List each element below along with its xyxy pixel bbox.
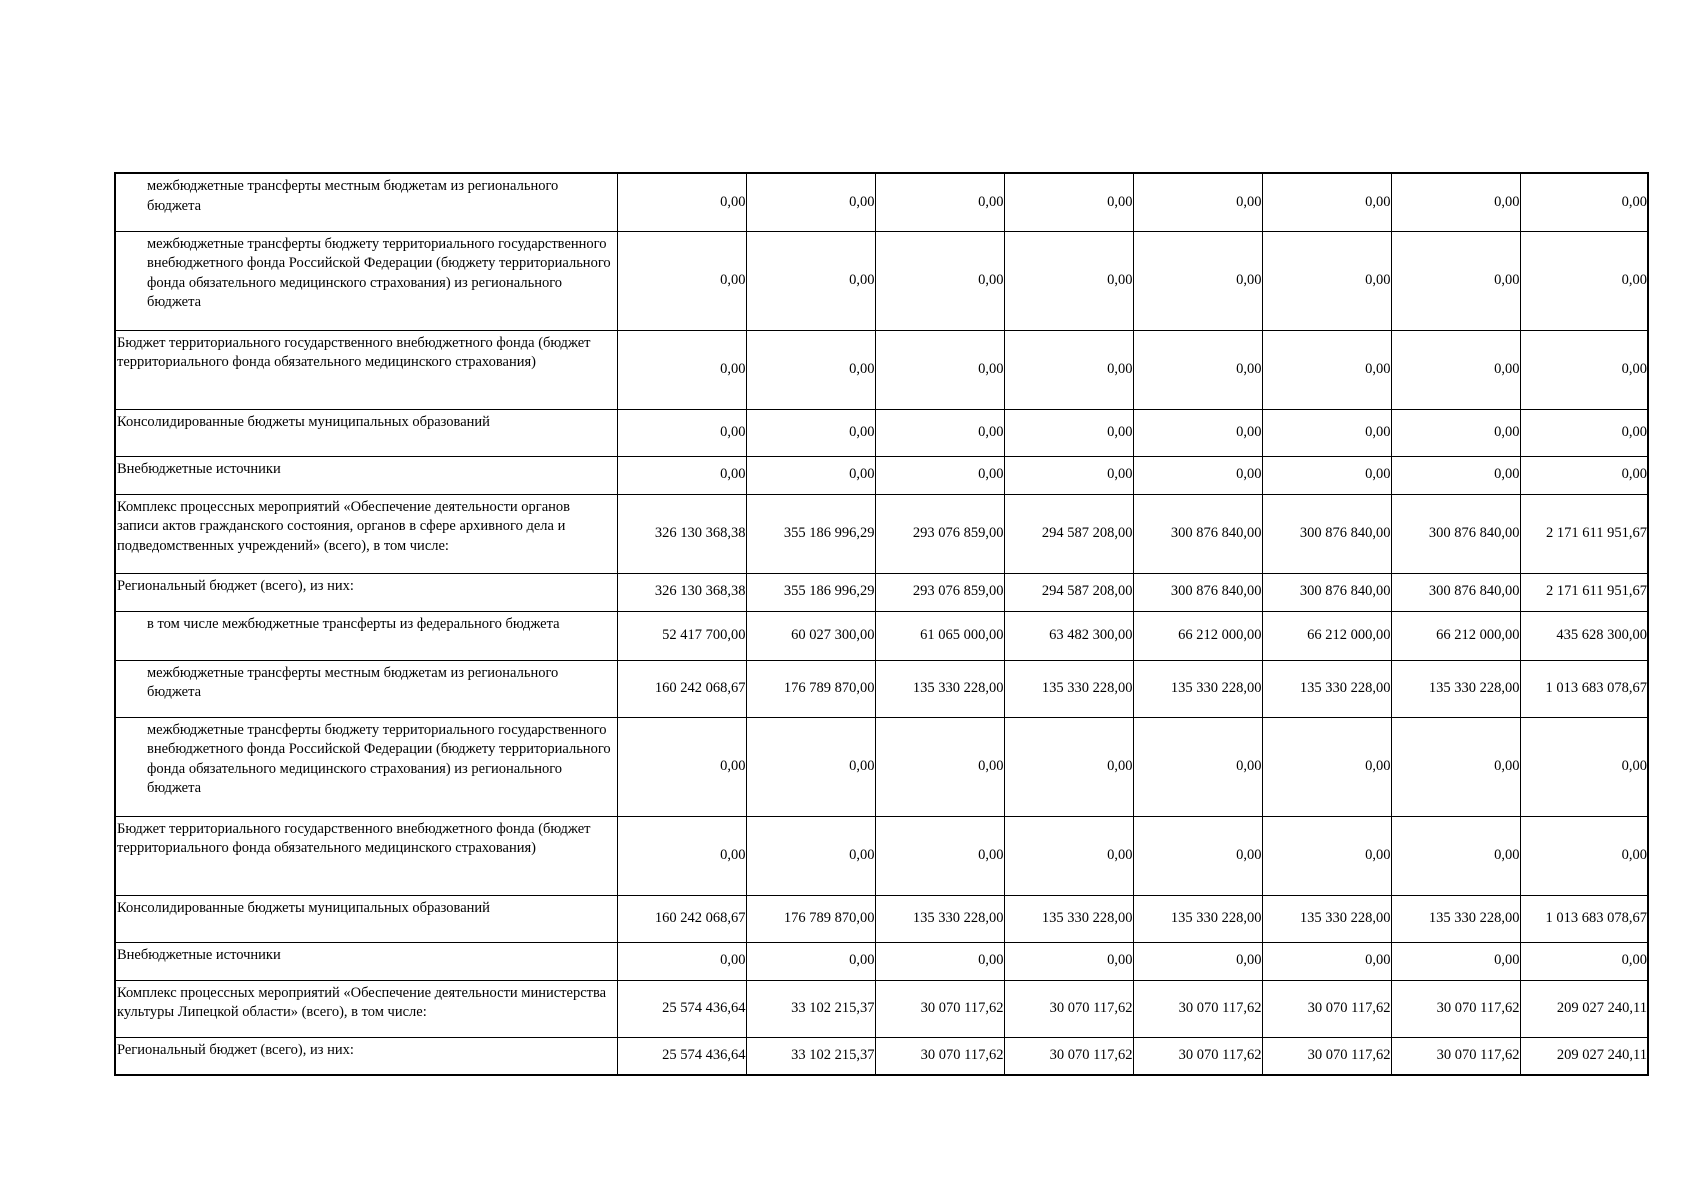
value-cell: 0,00 xyxy=(1133,173,1262,231)
value-cell: 176 789 870,00 xyxy=(746,895,875,942)
table-row xyxy=(115,1037,1648,1075)
value-cell: 0,00 xyxy=(1004,717,1133,816)
value-cell: 0,00 xyxy=(875,456,1004,494)
value-cell: 0,00 xyxy=(1391,173,1520,231)
row-label: Консолидированные бюджеты муниципальных образований xyxy=(115,895,617,942)
value-cell: 0,00 xyxy=(1262,816,1391,895)
value-cell: 355 186 996,29 xyxy=(746,573,875,611)
table-row xyxy=(115,409,1648,456)
value-cell: 33 102 215,37 xyxy=(746,980,875,1037)
value-cell: 0,00 xyxy=(617,409,746,456)
value-cell: 33 102 215,37 xyxy=(746,1037,875,1075)
value-cell: 0,00 xyxy=(1133,456,1262,494)
value-cell: 1 013 683 078,67 xyxy=(1520,895,1648,942)
value-cell: 0,00 xyxy=(617,717,746,816)
value-cell: 30 070 117,62 xyxy=(875,1037,1004,1075)
table-body xyxy=(115,173,1648,1075)
value-cell: 66 212 000,00 xyxy=(1391,611,1520,660)
value-cell: 0,00 xyxy=(746,717,875,816)
value-cell: 0,00 xyxy=(1391,330,1520,409)
value-cell: 0,00 xyxy=(1520,173,1648,231)
value-cell: 0,00 xyxy=(1391,816,1520,895)
value-cell: 0,00 xyxy=(1520,717,1648,816)
budget-table xyxy=(114,172,1649,1076)
value-cell: 294 587 208,00 xyxy=(1004,573,1133,611)
table-row xyxy=(115,173,1648,231)
value-cell: 0,00 xyxy=(1262,456,1391,494)
value-cell: 66 212 000,00 xyxy=(1133,611,1262,660)
value-cell: 0,00 xyxy=(1520,816,1648,895)
value-cell: 30 070 117,62 xyxy=(1133,1037,1262,1075)
value-cell: 0,00 xyxy=(1520,456,1648,494)
row-label: межбюджетные трансферты местным бюджетам из регионального бюджета xyxy=(115,173,617,231)
value-cell: 0,00 xyxy=(746,173,875,231)
value-cell: 0,00 xyxy=(1520,330,1648,409)
value-cell: 209 027 240,11 xyxy=(1520,1037,1648,1075)
value-cell: 0,00 xyxy=(1133,942,1262,980)
value-cell: 0,00 xyxy=(1133,409,1262,456)
value-cell: 0,00 xyxy=(617,231,746,330)
value-cell: 0,00 xyxy=(617,816,746,895)
value-cell: 0,00 xyxy=(1262,330,1391,409)
value-cell: 1 013 683 078,67 xyxy=(1520,660,1648,717)
table-row xyxy=(115,816,1648,895)
table-row xyxy=(115,330,1648,409)
value-cell: 30 070 117,62 xyxy=(1391,980,1520,1037)
value-cell: 135 330 228,00 xyxy=(1262,660,1391,717)
value-cell: 25 574 436,64 xyxy=(617,980,746,1037)
value-cell: 30 070 117,62 xyxy=(1262,1037,1391,1075)
row-label: Консолидированные бюджеты муниципальных образований xyxy=(115,409,617,456)
value-cell: 135 330 228,00 xyxy=(1004,660,1133,717)
value-cell: 30 070 117,62 xyxy=(1004,980,1133,1037)
value-cell: 300 876 840,00 xyxy=(1133,494,1262,573)
value-cell: 293 076 859,00 xyxy=(875,494,1004,573)
value-cell: 0,00 xyxy=(1520,231,1648,330)
value-cell: 60 027 300,00 xyxy=(746,611,875,660)
value-cell: 176 789 870,00 xyxy=(746,660,875,717)
table-row xyxy=(115,573,1648,611)
value-cell: 300 876 840,00 xyxy=(1262,573,1391,611)
value-cell: 0,00 xyxy=(617,173,746,231)
value-cell: 0,00 xyxy=(1391,409,1520,456)
value-cell: 0,00 xyxy=(1391,942,1520,980)
value-cell: 0,00 xyxy=(617,456,746,494)
value-cell: 0,00 xyxy=(875,231,1004,330)
table-row xyxy=(115,494,1648,573)
value-cell: 30 070 117,62 xyxy=(1133,980,1262,1037)
value-cell: 135 330 228,00 xyxy=(875,660,1004,717)
row-label: межбюджетные трансферты бюджету территориального государственного внебюджетного фонда Российской Федерации (бюджету территориального фонда обязательного медицинского страхования) из регионального бюджета xyxy=(115,231,617,330)
value-cell: 0,00 xyxy=(1262,409,1391,456)
value-cell: 0,00 xyxy=(746,409,875,456)
value-cell: 294 587 208,00 xyxy=(1004,494,1133,573)
value-cell: 0,00 xyxy=(1133,231,1262,330)
value-cell: 0,00 xyxy=(746,816,875,895)
value-cell: 0,00 xyxy=(875,330,1004,409)
value-cell: 209 027 240,11 xyxy=(1520,980,1648,1037)
value-cell: 66 212 000,00 xyxy=(1262,611,1391,660)
value-cell: 0,00 xyxy=(1004,942,1133,980)
value-cell: 326 130 368,38 xyxy=(617,494,746,573)
value-cell: 0,00 xyxy=(1004,456,1133,494)
value-cell: 0,00 xyxy=(875,717,1004,816)
value-cell: 300 876 840,00 xyxy=(1262,494,1391,573)
value-cell: 25 574 436,64 xyxy=(617,1037,746,1075)
table-row xyxy=(115,660,1648,717)
row-label: Комплекс процессных мероприятий «Обеспечение деятельности министерства культуры Липецкой области» (всего), в том числе: xyxy=(115,980,617,1037)
value-cell: 135 330 228,00 xyxy=(1391,660,1520,717)
value-cell: 0,00 xyxy=(617,942,746,980)
row-label: межбюджетные трансферты бюджету территориального государственного внебюджетного фонда Российской Федерации (бюджету территориального фонда обязательного медицинского страхования) из регионального бюджета xyxy=(115,717,617,816)
table-row xyxy=(115,231,1648,330)
value-cell: 0,00 xyxy=(1004,409,1133,456)
row-label: Внебюджетные источники xyxy=(115,942,617,980)
value-cell: 0,00 xyxy=(1391,717,1520,816)
value-cell: 0,00 xyxy=(1004,173,1133,231)
row-label: в том числе межбюджетные трансферты из федерального бюджета xyxy=(115,611,617,660)
value-cell: 300 876 840,00 xyxy=(1133,573,1262,611)
value-cell: 355 186 996,29 xyxy=(746,494,875,573)
row-label: Региональный бюджет (всего), из них: xyxy=(115,573,617,611)
value-cell: 0,00 xyxy=(875,816,1004,895)
value-cell: 0,00 xyxy=(617,330,746,409)
table-row xyxy=(115,456,1648,494)
row-label: Внебюджетные источники xyxy=(115,456,617,494)
value-cell: 30 070 117,62 xyxy=(1391,1037,1520,1075)
value-cell: 0,00 xyxy=(875,942,1004,980)
value-cell: 0,00 xyxy=(1004,330,1133,409)
value-cell: 300 876 840,00 xyxy=(1391,494,1520,573)
table-row xyxy=(115,980,1648,1037)
table-row xyxy=(115,942,1648,980)
row-label: Бюджет территориального государственного внебюджетного фонда (бюджет территориального фонда обязательного медицинского страхования) xyxy=(115,816,617,895)
value-cell: 0,00 xyxy=(1391,231,1520,330)
value-cell: 0,00 xyxy=(746,942,875,980)
value-cell: 0,00 xyxy=(1262,231,1391,330)
value-cell: 0,00 xyxy=(1262,173,1391,231)
value-cell: 326 130 368,38 xyxy=(617,573,746,611)
value-cell: 30 070 117,62 xyxy=(1004,1037,1133,1075)
value-cell: 293 076 859,00 xyxy=(875,573,1004,611)
value-cell: 0,00 xyxy=(1520,942,1648,980)
value-cell: 0,00 xyxy=(1004,231,1133,330)
value-cell: 135 330 228,00 xyxy=(1262,895,1391,942)
value-cell: 135 330 228,00 xyxy=(1133,660,1262,717)
row-label: межбюджетные трансферты местным бюджетам из регионального бюджета xyxy=(115,660,617,717)
row-label: Комплекс процессных мероприятий «Обеспечение деятельности органов записи актов гражданского состояния, органов в сфере архивного дела и подведомственных учреждений» (всего), в том числе: xyxy=(115,494,617,573)
value-cell: 0,00 xyxy=(875,173,1004,231)
value-cell: 0,00 xyxy=(746,231,875,330)
table-row xyxy=(115,611,1648,660)
table-row xyxy=(115,717,1648,816)
value-cell: 63 482 300,00 xyxy=(1004,611,1133,660)
value-cell: 0,00 xyxy=(1133,816,1262,895)
value-cell: 0,00 xyxy=(746,456,875,494)
value-cell: 135 330 228,00 xyxy=(1133,895,1262,942)
value-cell: 2 171 611 951,67 xyxy=(1520,573,1648,611)
row-label: Региональный бюджет (всего), из них: xyxy=(115,1037,617,1075)
value-cell: 160 242 068,67 xyxy=(617,660,746,717)
value-cell: 135 330 228,00 xyxy=(1391,895,1520,942)
value-cell: 0,00 xyxy=(1262,942,1391,980)
value-cell: 0,00 xyxy=(875,409,1004,456)
value-cell: 435 628 300,00 xyxy=(1520,611,1648,660)
value-cell: 52 417 700,00 xyxy=(617,611,746,660)
value-cell: 160 242 068,67 xyxy=(617,895,746,942)
value-cell: 0,00 xyxy=(1133,717,1262,816)
value-cell: 0,00 xyxy=(1004,816,1133,895)
value-cell: 2 171 611 951,67 xyxy=(1520,494,1648,573)
value-cell: 0,00 xyxy=(1262,717,1391,816)
value-cell: 61 065 000,00 xyxy=(875,611,1004,660)
value-cell: 30 070 117,62 xyxy=(1262,980,1391,1037)
value-cell: 300 876 840,00 xyxy=(1391,573,1520,611)
row-label: Бюджет территориального государственного внебюджетного фонда (бюджет территориального фонда обязательного медицинского страхования) xyxy=(115,330,617,409)
value-cell: 135 330 228,00 xyxy=(875,895,1004,942)
value-cell: 30 070 117,62 xyxy=(875,980,1004,1037)
value-cell: 135 330 228,00 xyxy=(1004,895,1133,942)
value-cell: 0,00 xyxy=(746,330,875,409)
value-cell: 0,00 xyxy=(1520,409,1648,456)
table-row xyxy=(115,895,1648,942)
value-cell: 0,00 xyxy=(1391,456,1520,494)
value-cell: 0,00 xyxy=(1133,330,1262,409)
